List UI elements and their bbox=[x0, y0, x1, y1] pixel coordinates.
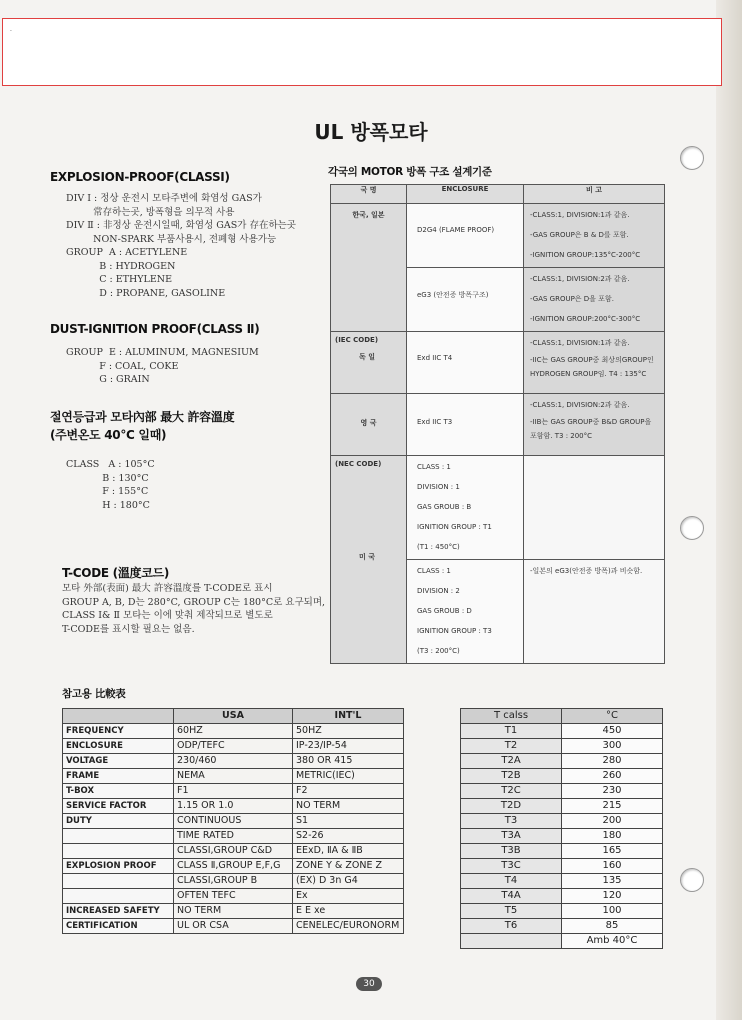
tclass-row bbox=[461, 829, 663, 844]
compare-usa-cell: CLASSⅠ,GROUP B bbox=[174, 874, 293, 889]
nec-line: GAS GROUB : D bbox=[417, 607, 472, 615]
compare-intl-cell: 380 OR 415 bbox=[293, 754, 404, 769]
compare-label-cell: T-BOX bbox=[63, 784, 174, 799]
nec-line: DIVISION : 2 bbox=[417, 587, 460, 595]
text-line: NON-SPARK 부품사용시, 전폐형 사용가능 bbox=[66, 233, 277, 245]
compare-row bbox=[63, 919, 404, 934]
t-class-table bbox=[460, 708, 663, 949]
text-line: GROUP E : ALUMINUM, MAGNESIUM bbox=[66, 347, 259, 358]
compare-label-cell: SERVICE FACTOR bbox=[63, 799, 174, 814]
country-germany bbox=[331, 332, 407, 394]
text-line: G : GRAIN bbox=[66, 374, 150, 385]
tclass-row bbox=[461, 754, 663, 769]
tclass-temp-cell: 300 bbox=[562, 739, 663, 754]
text-line: F : 155°C bbox=[66, 486, 149, 497]
tclass-code-cell: T2D bbox=[461, 799, 562, 814]
text-line: B : HYDROGEN bbox=[66, 260, 176, 272]
tclass-code-cell: T5 bbox=[461, 904, 562, 919]
text-line: GROUP A, B, D는 280°C, GROUP C는 180°C로 요구되며, bbox=[62, 596, 326, 608]
compare-header-intl: INT'L bbox=[293, 709, 404, 724]
tclass-row bbox=[461, 919, 663, 934]
compare-usa-cell: CONTINUOUS bbox=[174, 814, 293, 829]
motor-standards-table bbox=[330, 184, 665, 664]
tclass-code-cell: T3A bbox=[461, 829, 562, 844]
note-line: -IGNITION GROUP:135°C-200°C bbox=[530, 251, 641, 259]
tclass-row bbox=[461, 844, 663, 859]
tclass-temp-cell: 215 bbox=[562, 799, 663, 814]
tclass-temp-cell: 180 bbox=[562, 829, 663, 844]
compare-row bbox=[63, 904, 404, 919]
notes-nec-div2 bbox=[524, 560, 665, 664]
note-line: -CLASS:1, DIVISION:2과 같음. bbox=[530, 401, 630, 409]
note-line: -IGNITION GROUP:200°C-300°C bbox=[530, 315, 641, 323]
enclosure-exd-iic-t3: Exd IIC T3 bbox=[407, 394, 524, 456]
compare-intl-cell: METRIC(IEC) bbox=[293, 769, 404, 784]
tclass-code-cell: T4 bbox=[461, 874, 562, 889]
compare-intl-cell: IP-23/IP-54 bbox=[293, 739, 404, 754]
compare-label-cell: INCREASED SAFETY bbox=[63, 904, 174, 919]
tcode-text bbox=[62, 582, 325, 636]
compare-intl-cell: NO TERM bbox=[293, 799, 404, 814]
tclass-row bbox=[461, 724, 663, 739]
compare-usa-cell: CLASS Ⅱ,GROUP E,F,G bbox=[174, 859, 293, 874]
note-line: -CLASS:1, DIVISION:1과 같음. bbox=[530, 211, 630, 219]
compare-header-usa: USA bbox=[174, 709, 293, 724]
nec-div2 bbox=[407, 560, 524, 664]
tclass-row bbox=[461, 739, 663, 754]
compare-header-blank bbox=[63, 709, 174, 724]
compare-usa-cell: OFTEN TEFC bbox=[174, 889, 293, 904]
compare-intl-cell: S1 bbox=[293, 814, 404, 829]
compare-row bbox=[63, 814, 404, 829]
compare-row bbox=[63, 829, 404, 844]
tclass-temp-cell: 165 bbox=[562, 844, 663, 859]
country-label: 한국, 일본 bbox=[352, 211, 385, 219]
compare-label-cell: CERTIFICATION bbox=[63, 919, 174, 934]
compare-intl-cell: F2 bbox=[293, 784, 404, 799]
notes-uk bbox=[524, 394, 665, 456]
compare-usa-cell: ODP/TEFC bbox=[174, 739, 293, 754]
compare-row bbox=[63, 874, 404, 889]
note-line: -GAS GROUP은 B & D를 포함. bbox=[530, 231, 629, 239]
tclass-code-cell: T2C bbox=[461, 784, 562, 799]
nec-line: CLASS : 1 bbox=[417, 567, 451, 575]
country-label: 독 일 bbox=[359, 353, 375, 361]
compare-intl-cell: 50HZ bbox=[293, 724, 404, 739]
iec-code-label: (IEC CODE) bbox=[335, 336, 379, 344]
page-edge-shadow bbox=[716, 0, 742, 1020]
compare-intl-cell: EExD, ⅡA & ⅡB bbox=[293, 844, 404, 859]
dust-text bbox=[66, 346, 259, 387]
country-uk: 영 국 bbox=[331, 394, 407, 456]
text-line: CLASS A : 105°C bbox=[66, 459, 155, 470]
tclass-code-cell: T1 bbox=[461, 724, 562, 739]
binder-hole-top bbox=[680, 146, 704, 170]
enclosure-exd-iic-t4: Exd IIC T4 bbox=[407, 332, 524, 394]
tclass-row bbox=[461, 934, 663, 949]
tclass-code-cell: T2B bbox=[461, 769, 562, 784]
tclass-header-class: T calss bbox=[461, 709, 562, 724]
notes-germany bbox=[524, 332, 665, 394]
note-line: -GAS GROUP은 D을 포함. bbox=[530, 295, 614, 303]
text-line: F : COAL, COKE bbox=[66, 360, 179, 372]
tclass-temp-cell: 450 bbox=[562, 724, 663, 739]
tclass-code-cell: T3C bbox=[461, 859, 562, 874]
text-line: GROUP A : ACETYLENE bbox=[66, 247, 188, 258]
text-line: C : ETHYLENE bbox=[66, 274, 173, 285]
text-line: H : 180°C bbox=[66, 499, 150, 511]
country-usa bbox=[331, 456, 407, 664]
text-line: 모타 外部(表面) 最大 許容溫度를 T-CODE로 표시 bbox=[62, 583, 273, 594]
note-line: -IIB는 GAS GROUP중 B&D GROUP을 bbox=[530, 418, 652, 426]
tclass-row bbox=[461, 889, 663, 904]
binder-hole-bottom bbox=[680, 868, 704, 892]
tclass-temp-cell: 100 bbox=[562, 904, 663, 919]
note-line: 포함함. T3 : 200°C bbox=[530, 432, 593, 440]
tclass-code-cell: T6 bbox=[461, 919, 562, 934]
explosion-heading: EXPLOSION-PROOF(CLASSⅠ) bbox=[50, 170, 230, 184]
compare-label-cell: VOLTAGE bbox=[63, 754, 174, 769]
notes-nec-div1 bbox=[524, 456, 665, 560]
tclass-code-cell bbox=[461, 934, 562, 949]
tclass-temp-cell: 200 bbox=[562, 814, 663, 829]
insulation-heading-line2: (주변온도 40°C 일때) bbox=[50, 428, 167, 442]
note-line: -CLASS:1, DIVISION:2과 같음. bbox=[530, 275, 630, 283]
compare-usa-cell: 60HZ bbox=[174, 724, 293, 739]
compare-label-cell bbox=[63, 829, 174, 844]
tclass-temp-cell: 160 bbox=[562, 859, 663, 874]
compare-intl-cell: (EX) D 3n G4 bbox=[293, 874, 404, 889]
page-number: 30 bbox=[356, 977, 382, 991]
text-line: D : PROPANE, GASOLINE bbox=[66, 287, 226, 299]
header-enclosure: ENCLOSURE bbox=[407, 185, 524, 204]
country-korea-japan bbox=[331, 204, 407, 332]
note-line: HYDROGEN GROUP임. T4 : 135°C bbox=[530, 370, 647, 378]
tclass-row bbox=[461, 769, 663, 784]
compare-row bbox=[63, 844, 404, 859]
compare-intl-cell: E E xe bbox=[293, 904, 404, 919]
compare-row bbox=[63, 724, 404, 739]
enclosure-eg3: eG3 (안전증 방폭구조) bbox=[407, 268, 524, 332]
tclass-row bbox=[461, 904, 663, 919]
note-line: -CLASS:1, DIVISION:1과 같음. bbox=[530, 339, 630, 347]
text-line: DIV Ⅱ : 非정상 운전시일때, 화염성 GAS가 存在하는곳 bbox=[66, 220, 296, 231]
compare-label-cell: FREQUENCY bbox=[63, 724, 174, 739]
compare-label-cell bbox=[63, 874, 174, 889]
tclass-temp-cell: Amb 40°C bbox=[562, 934, 663, 949]
compare-row bbox=[63, 859, 404, 874]
compare-usa-cell: TIME RATED bbox=[174, 829, 293, 844]
compare-intl-cell: ZONE Y & ZONE Z bbox=[293, 859, 404, 874]
compare-label-cell bbox=[63, 889, 174, 904]
tclass-code-cell: T2 bbox=[461, 739, 562, 754]
tclass-row bbox=[461, 859, 663, 874]
tclass-row bbox=[461, 799, 663, 814]
note-line: -IIC는 GAS GROUP중 최상의GROUP인 bbox=[530, 356, 654, 364]
tclass-temp-cell: 280 bbox=[562, 754, 663, 769]
nec-line: (T1 : 450°C) bbox=[417, 543, 460, 551]
tclass-row bbox=[461, 874, 663, 889]
compare-label-cell: EXPLOSION PROOF bbox=[63, 859, 174, 874]
nec-code-label: (NEC CODE) bbox=[335, 460, 382, 468]
notes-eg3 bbox=[524, 268, 665, 332]
tclass-code-cell: T3 bbox=[461, 814, 562, 829]
compare-heading: 참고용 比較表 bbox=[62, 688, 126, 700]
compare-row bbox=[63, 739, 404, 754]
text-line: DIV Ⅰ : 정상 운전시 모타주변에 화염성 GAS가 bbox=[66, 193, 262, 204]
tclass-code-cell: T3B bbox=[461, 844, 562, 859]
compare-row bbox=[63, 799, 404, 814]
tclass-row bbox=[461, 784, 663, 799]
compare-intl-cell: S2-26 bbox=[293, 829, 404, 844]
tclass-temp-cell: 85 bbox=[562, 919, 663, 934]
insulation-heading-line1: 절연등급과 모타內部 最大 許容溫度 bbox=[50, 410, 235, 424]
compare-intl-cell: CENELEC/EURONORM bbox=[293, 919, 404, 934]
nec-line: GAS GROUB : B bbox=[417, 503, 472, 511]
enclosure-d2g4: D2G4 (FLAME PROOF) bbox=[407, 204, 524, 268]
compare-usa-cell: CLASSⅠ,GROUP C&D bbox=[174, 844, 293, 859]
country-label: 미 국 bbox=[359, 553, 375, 561]
tcode-heading: T-CODE (溫度코드) bbox=[62, 566, 169, 580]
compare-usa-cell: F1 bbox=[174, 784, 293, 799]
text-line: T-CODE를 표시할 필요는 없음. bbox=[62, 623, 195, 635]
nec-line: IGNITION GROUP : T1 bbox=[417, 523, 492, 531]
dust-heading: DUST-IGNITION PROOF(CLASS Ⅱ) bbox=[50, 322, 260, 336]
explosion-text bbox=[66, 192, 296, 300]
nec-div1 bbox=[407, 456, 524, 560]
tclass-temp-cell: 230 bbox=[562, 784, 663, 799]
header-box bbox=[2, 18, 722, 86]
compare-row bbox=[63, 784, 404, 799]
compare-row bbox=[63, 754, 404, 769]
text-line: B : 130°C bbox=[66, 472, 149, 484]
compare-usa-cell: 1.15 OR 1.0 bbox=[174, 799, 293, 814]
header-country: 국 명 bbox=[331, 185, 407, 204]
compare-intl-cell: Ex bbox=[293, 889, 404, 904]
nec-line: (T3 : 200°C) bbox=[417, 647, 460, 655]
nec-line: CLASS : 1 bbox=[417, 463, 451, 471]
tclass-temp-cell: 120 bbox=[562, 889, 663, 904]
notes-d2g4 bbox=[524, 204, 665, 268]
motor-standards-heading: 각국의 MOTOR 방폭 구조 설계기준 bbox=[328, 166, 492, 178]
compare-row bbox=[63, 889, 404, 904]
compare-row bbox=[63, 769, 404, 784]
tclass-temp-cell: 135 bbox=[562, 874, 663, 889]
compare-usa-cell: NO TERM bbox=[174, 904, 293, 919]
compare-label-cell: FRAME bbox=[63, 769, 174, 784]
tclass-row bbox=[461, 814, 663, 829]
page-title: UL 방폭모타 bbox=[314, 120, 428, 144]
compare-label-cell bbox=[63, 844, 174, 859]
compare-usa-cell: 230/460 bbox=[174, 754, 293, 769]
tclass-header-temp: °C bbox=[562, 709, 663, 724]
header-notes: 비 고 bbox=[524, 185, 665, 204]
comparison-table bbox=[62, 708, 404, 934]
compare-label-cell: DUTY bbox=[63, 814, 174, 829]
binder-hole-middle bbox=[680, 516, 704, 540]
compare-usa-cell: NEMA bbox=[174, 769, 293, 784]
nec-line: DIVISION : 1 bbox=[417, 483, 460, 491]
tclass-code-cell: T4A bbox=[461, 889, 562, 904]
insulation-text bbox=[66, 458, 155, 512]
text-line: CLASS Ⅰ& Ⅱ 모타는 이에 맞춰 제작되므로 별도로 bbox=[62, 610, 273, 621]
tclass-code-cell: T2A bbox=[461, 754, 562, 769]
tclass-temp-cell: 260 bbox=[562, 769, 663, 784]
nec-line: IGNITION GROUP : T3 bbox=[417, 627, 492, 635]
text-line: 常存하는곳, 방폭형을 의무적 사용 bbox=[66, 206, 235, 218]
note-line: -일본의 eG3(안전증 방폭)과 비슷함. bbox=[530, 567, 643, 575]
compare-label-cell: ENCLOSURE bbox=[63, 739, 174, 754]
corner-mark: · bbox=[10, 28, 12, 35]
compare-usa-cell: UL OR CSA bbox=[174, 919, 293, 934]
